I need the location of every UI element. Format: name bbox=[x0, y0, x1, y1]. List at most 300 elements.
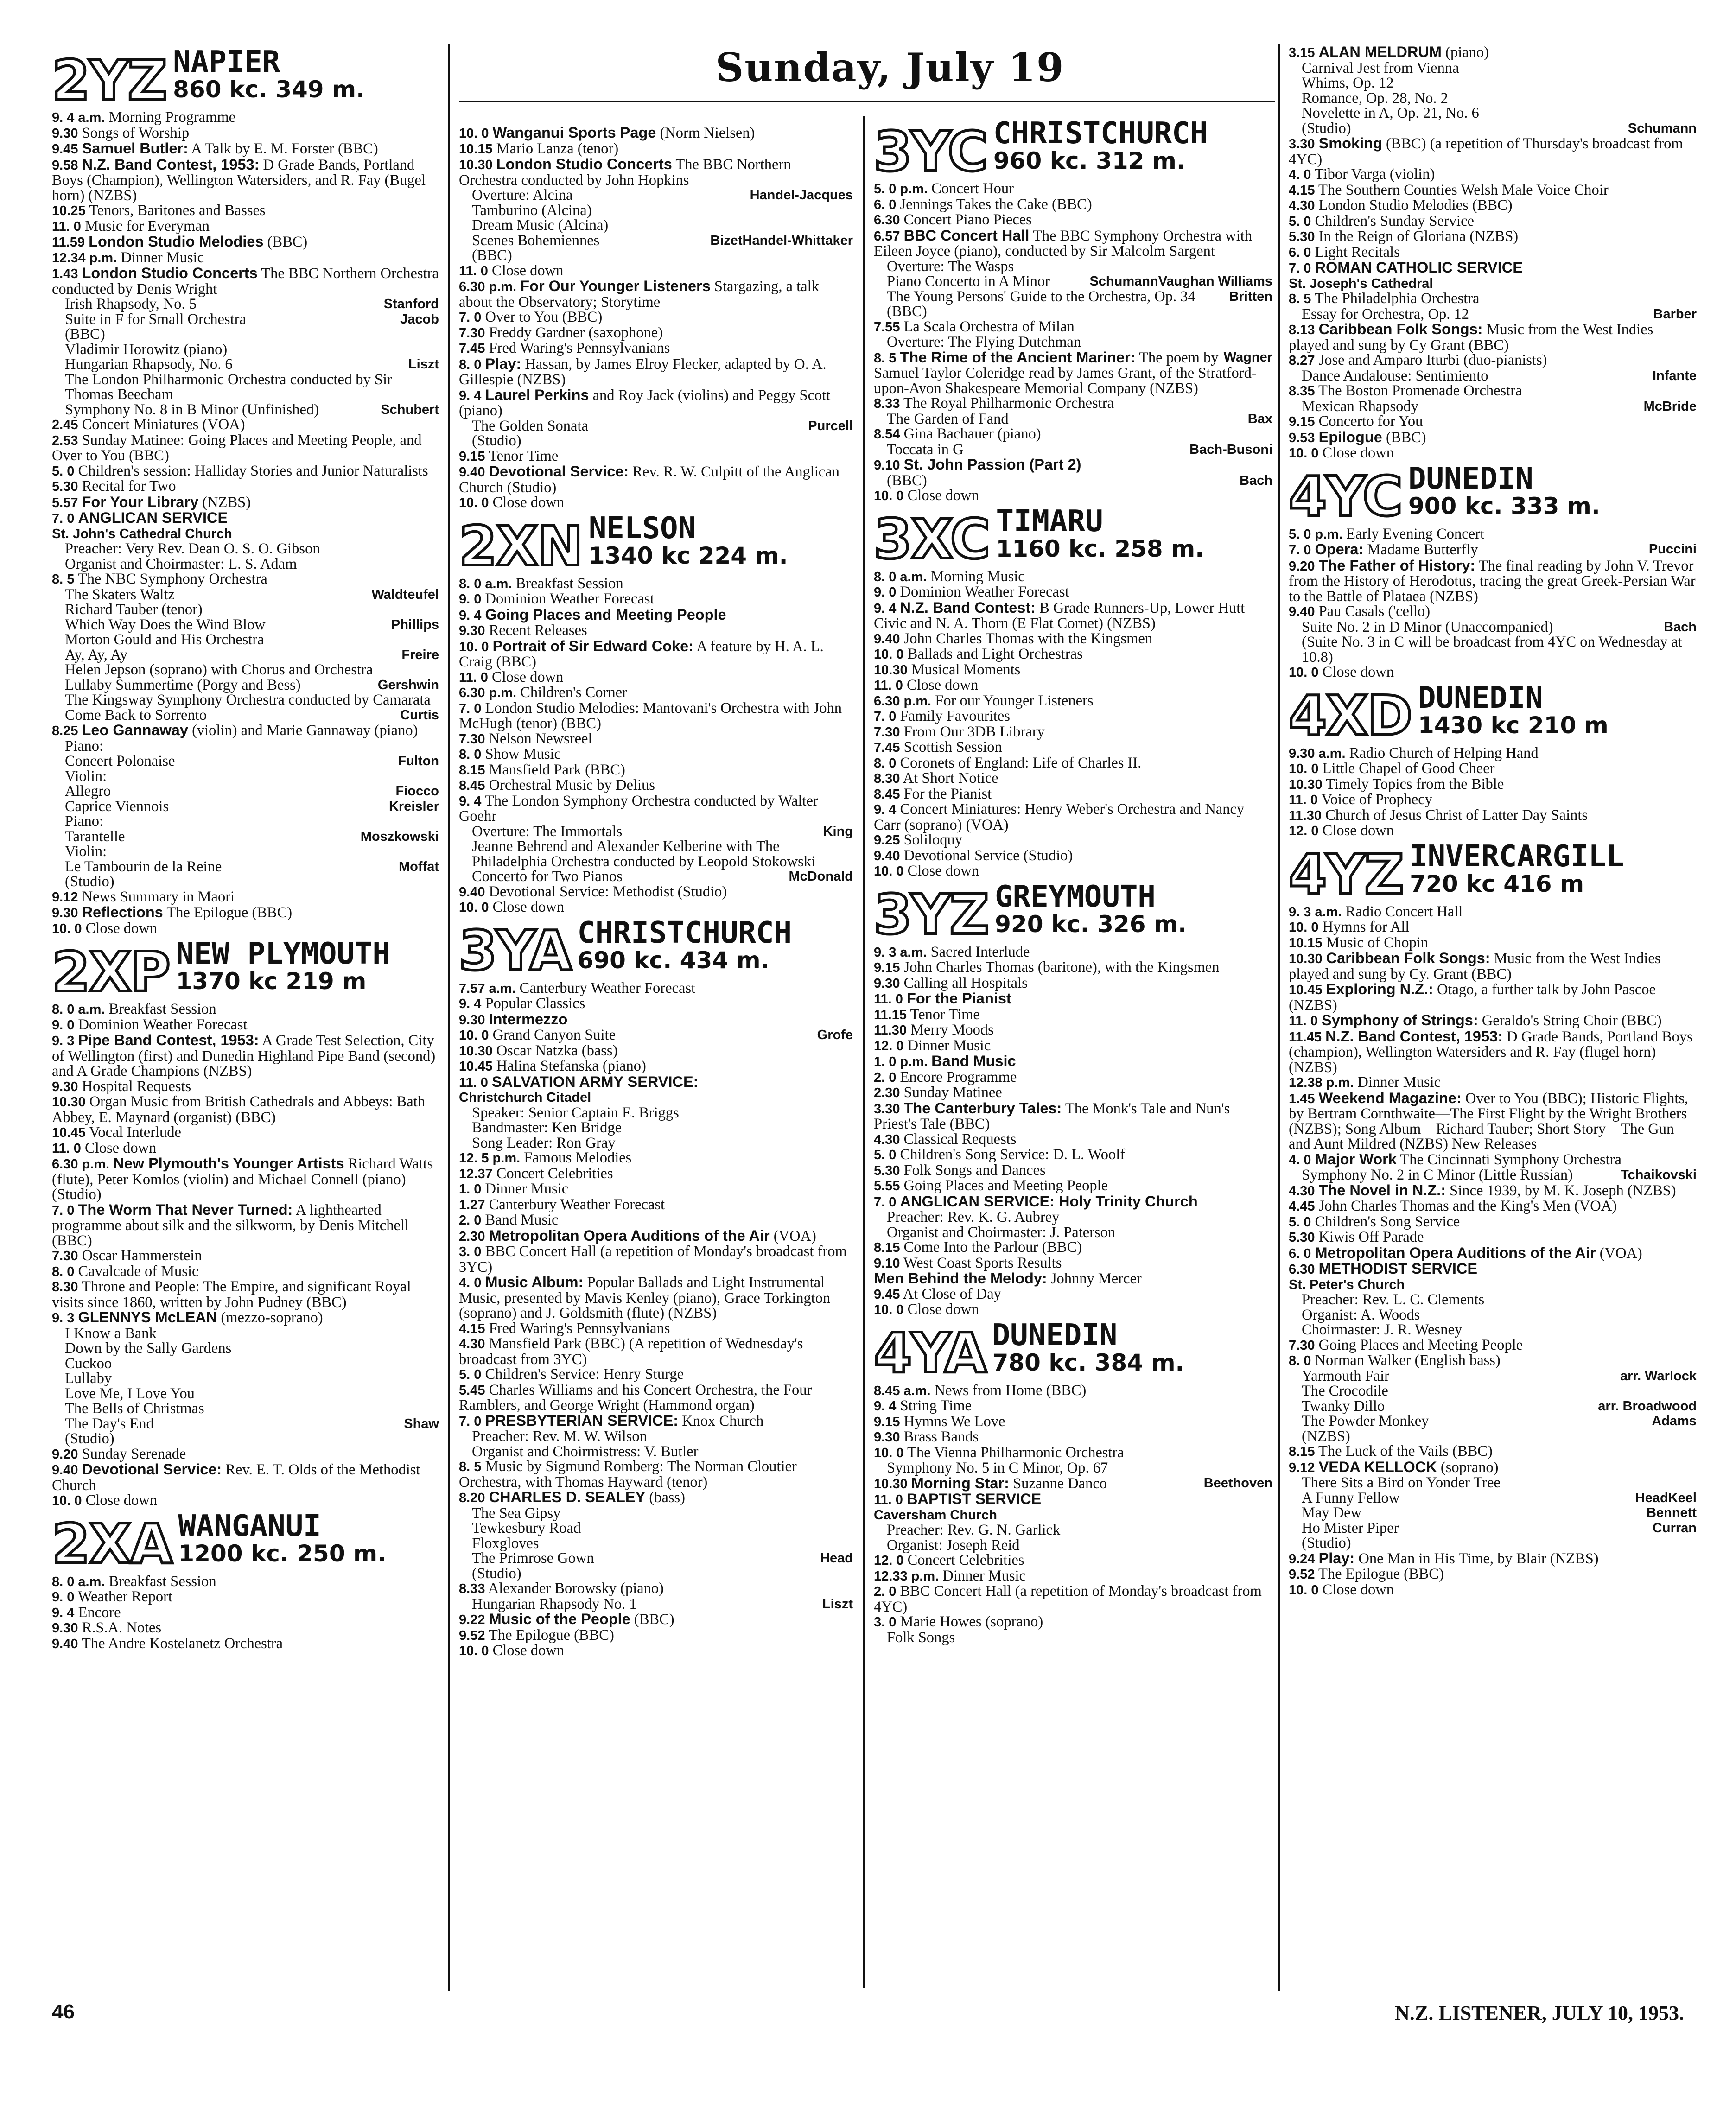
entry-time: 9.40 bbox=[52, 1463, 78, 1478]
detail-text: Richard Tauber (tenor) bbox=[65, 601, 203, 618]
programme-entry bbox=[52, 1002, 439, 1017]
programme-entry bbox=[874, 771, 1272, 787]
entry-time: 11. 0 bbox=[459, 263, 488, 279]
entry-subheading: St. Peter's Church bbox=[1289, 1277, 1405, 1292]
programme-entry bbox=[1289, 414, 1697, 430]
entry-text: and Roy Jack (violins) and Peggy Scott (piano) bbox=[459, 387, 831, 419]
column-3 bbox=[874, 116, 1272, 2076]
programme-entry bbox=[459, 1181, 853, 1197]
programme-entry bbox=[52, 1264, 439, 1280]
entry-text: Mansfield Park (BBC) bbox=[489, 761, 625, 778]
detail-text: (Suite No. 3 in C will be broadcast from 4YC on Wednesday at 10.8) bbox=[1302, 634, 1682, 666]
programme-entry bbox=[52, 889, 439, 905]
detail-composer: Phillips bbox=[391, 617, 439, 632]
station-header bbox=[459, 511, 853, 578]
detail-text: Ay, Ay, Ay bbox=[65, 646, 127, 663]
programme-entry bbox=[874, 647, 1272, 662]
entry-time: 7.45 bbox=[874, 740, 900, 755]
programme-entry bbox=[52, 495, 439, 511]
entry-text: West Coast Sports Results bbox=[903, 1254, 1062, 1271]
entry-heading: London Studio Concerts bbox=[496, 156, 672, 172]
entry-time: 9.53 bbox=[1289, 430, 1315, 445]
entry-text: Sunday Serenade bbox=[82, 1445, 186, 1462]
entry-text: Concert Hour bbox=[931, 180, 1014, 197]
programme-entry bbox=[459, 1212, 853, 1228]
entry-composer: Grofe bbox=[817, 1028, 853, 1042]
entry-text: Dinner Music bbox=[942, 1567, 1026, 1584]
programme-entry bbox=[874, 181, 1272, 197]
entry-text: Devotional Service: Methodist (Studio) bbox=[489, 883, 727, 900]
entry-text: Mario Lanza (tenor) bbox=[496, 140, 619, 157]
entry-text: Hymns for All bbox=[1322, 919, 1410, 935]
entry-text: Organ Music from British Cathedrals and Abbeys: Bath Abbey, E. Maynard (organist) (BBC) bbox=[52, 1093, 425, 1126]
entry-detail-line bbox=[1289, 91, 1697, 106]
entry-detail-line bbox=[1289, 1322, 1697, 1338]
entry-text: Music from the West Indies played and sung by Cy. Grant (BBC) bbox=[1289, 950, 1661, 983]
entry-heading: Morning Star: bbox=[911, 1474, 1009, 1492]
detail-text: Lullaby Summertime (Porgy and Bess) bbox=[65, 676, 301, 693]
programme-entry bbox=[874, 1287, 1272, 1302]
entry-text: Tenors, Baritones and Basses bbox=[89, 202, 266, 219]
programme-entry bbox=[874, 584, 1272, 600]
entry-time: 7. 0 bbox=[459, 1414, 482, 1429]
station-info bbox=[1410, 839, 1624, 901]
entry-time: 9.30 bbox=[52, 1079, 78, 1094]
entry-subheading: Christchurch Citadel bbox=[459, 1090, 591, 1105]
programme-entry bbox=[874, 1568, 1272, 1584]
entry-detail-line bbox=[52, 297, 439, 312]
station-frequency: 780 kc. 384 m. bbox=[992, 1349, 1184, 1376]
entry-detail-line bbox=[52, 739, 439, 754]
detail-text: Ho Mister Piper bbox=[1302, 1519, 1399, 1536]
entry-text: La Scala Orchestra of Milan bbox=[903, 318, 1075, 335]
programme-entry bbox=[52, 1605, 439, 1621]
entry-time: 7. 0 bbox=[1289, 543, 1311, 558]
entry-text: The Epilogue (BBC) bbox=[166, 904, 293, 921]
programme-entry bbox=[874, 319, 1272, 335]
programme-entry bbox=[459, 1367, 853, 1383]
entry-time: 1.45 bbox=[1289, 1091, 1315, 1106]
programme-entry bbox=[874, 1147, 1272, 1163]
station-frequency: 860 kc. 349 m. bbox=[173, 76, 365, 103]
programme-entry bbox=[874, 1414, 1272, 1430]
entry-text: D Grade Bands, Portland Boys (Champion), Wellington Watersiders, and R. Fay (Bugel horn) (NZBS) bbox=[52, 156, 426, 204]
programme-entry bbox=[459, 1383, 853, 1413]
programme-entry bbox=[1289, 44, 1697, 61]
detail-text: Overture: Alcina bbox=[472, 187, 573, 203]
entry-time: 9.30 bbox=[874, 1430, 900, 1445]
entry-heading: The Canterbury Tales: bbox=[903, 1099, 1062, 1117]
entry-subheading: St. Joseph's Cathedral bbox=[1289, 276, 1433, 291]
station-info bbox=[588, 511, 788, 572]
programme-entry bbox=[1289, 214, 1697, 229]
entry-time: 10. 0 bbox=[52, 921, 82, 936]
programme-entry bbox=[52, 203, 439, 219]
entry-time: 10. 0 bbox=[52, 1493, 82, 1508]
programme-entry bbox=[52, 266, 439, 297]
detail-composer: Handel-Jacques bbox=[750, 188, 853, 203]
entry-time: 10.30 bbox=[1289, 952, 1323, 966]
entry-time: 8.54 bbox=[874, 427, 900, 442]
entry-heading: CHARLES D. SEALEY bbox=[489, 1489, 646, 1505]
entry-time: 8.30 bbox=[52, 1280, 78, 1295]
programme-entry bbox=[52, 1574, 439, 1590]
entry-text: Concerto for You bbox=[1318, 413, 1423, 430]
detail-text: There Sits a Bird on Yonder Tree bbox=[1302, 1474, 1501, 1491]
entry-text: Ballads and Light Orchestras bbox=[907, 646, 1083, 662]
programme-entry bbox=[874, 1553, 1272, 1568]
programme-entry bbox=[874, 457, 1272, 473]
entry-text: Light Recitals bbox=[1315, 243, 1400, 260]
entry-text: Otago, a further talk by John Pascoe (NZBS) bbox=[1289, 981, 1656, 1014]
entry-text: (BBC) bbox=[634, 1611, 674, 1628]
entry-text: Encore bbox=[78, 1604, 121, 1621]
programme-entry bbox=[52, 1310, 439, 1326]
entry-text: Show Music bbox=[485, 746, 561, 762]
entry-text: Soliloquy bbox=[903, 832, 962, 848]
programme-entry bbox=[1289, 1214, 1697, 1230]
programme-entry bbox=[1289, 198, 1697, 214]
station-city: WANGANUI bbox=[178, 1509, 321, 1543]
programme-entry bbox=[459, 685, 853, 701]
programme-entry bbox=[52, 433, 439, 463]
entry-time: 12. 0 bbox=[874, 1038, 904, 1054]
detail-composer: Moffat bbox=[399, 859, 439, 874]
entry-text: Hymns We Love bbox=[903, 1413, 1005, 1430]
entry-text: Folk Songs and Dances bbox=[903, 1162, 1046, 1179]
detail-composer: Adams bbox=[1652, 1414, 1697, 1428]
entry-time: 5. 0 bbox=[874, 1148, 897, 1162]
entry-text: The Epilogue (BBC) bbox=[1318, 1566, 1444, 1582]
entry-time: 10. 0 bbox=[459, 495, 489, 510]
entry-time: 7.30 bbox=[459, 731, 485, 747]
entry-detail-line bbox=[52, 874, 439, 889]
entry-text: The BBC Northern Orchestra conducted by Denis Wright bbox=[52, 265, 439, 298]
programme-entry bbox=[52, 723, 439, 739]
detail-text: (BBC) bbox=[887, 472, 927, 489]
entry-text: Recital for Two bbox=[82, 478, 176, 495]
entry-text: Close down bbox=[492, 1642, 564, 1659]
detail-text: Organist and Choirmaster: L. S. Adam bbox=[65, 555, 297, 572]
detail-text: Scenes Bohemiennes bbox=[472, 232, 600, 249]
entry-heading: ANGLICAN SERVICE bbox=[78, 509, 228, 526]
detail-text: Preacher: Rev. K. G. Aubrey bbox=[887, 1209, 1060, 1225]
station-call-sign: 4XD bbox=[1289, 684, 1412, 748]
programme-entry bbox=[874, 709, 1272, 724]
programme-entry bbox=[1289, 604, 1697, 620]
entry-detail-line bbox=[1289, 635, 1697, 665]
detail-composer: Fulton bbox=[398, 754, 439, 768]
programme-entry bbox=[459, 731, 853, 747]
entry-time: 10.45 bbox=[459, 1059, 493, 1074]
programme-entry bbox=[874, 1445, 1272, 1461]
programme-entry bbox=[459, 701, 853, 731]
entry-time: 11. 0 bbox=[52, 1141, 81, 1156]
column-1 bbox=[52, 44, 439, 2005]
entry-time: 3.30 bbox=[874, 1101, 900, 1117]
detail-text: Preacher: Very Rev. Dean O. S. O. Gibson bbox=[65, 540, 320, 557]
detail-composer: Tchaikovski bbox=[1621, 1168, 1697, 1182]
entry-text: Vocal Interlude bbox=[89, 1124, 181, 1141]
programme-entry bbox=[52, 157, 439, 203]
entry-text: R.S.A. Notes bbox=[82, 1619, 162, 1636]
station-info bbox=[176, 939, 390, 998]
detail-text: Concert Polonaise bbox=[65, 753, 175, 769]
entry-time: 9.40 bbox=[52, 1636, 78, 1651]
entry-text: Recent Releases bbox=[489, 622, 587, 639]
detail-composer: Bennett bbox=[1647, 1505, 1697, 1520]
station-frequency: 1200 kc. 250 m. bbox=[178, 1540, 387, 1567]
entry-detail-line bbox=[52, 769, 439, 784]
programme-entry bbox=[52, 921, 439, 937]
programme-entry bbox=[459, 1628, 853, 1644]
entry-time: 9.25 bbox=[874, 833, 900, 848]
entry-time: 5.30 bbox=[874, 1163, 900, 1178]
detail-text: (BBC) bbox=[887, 303, 927, 320]
programme-entry bbox=[874, 631, 1272, 647]
programme-entry bbox=[1289, 136, 1697, 167]
entry-time: 4.15 bbox=[459, 1321, 485, 1336]
entry-detail-line bbox=[1289, 368, 1697, 384]
entry-time: 11.15 bbox=[874, 1007, 907, 1022]
programme-entry bbox=[1289, 935, 1697, 951]
programme-entry bbox=[874, 1256, 1272, 1271]
entry-text: Over to You (BBC) bbox=[485, 309, 603, 325]
entry-text: Radio Concert Hall bbox=[1345, 903, 1463, 920]
column-rule bbox=[1278, 44, 1280, 1991]
programme-entry bbox=[1289, 353, 1697, 368]
entry-time: 8. 5 bbox=[874, 350, 897, 366]
station-header bbox=[52, 45, 439, 112]
entry-text: Suzanne Danco bbox=[1013, 1475, 1107, 1492]
entry-text: Sunday Matinee bbox=[903, 1084, 1002, 1101]
entry-time: 11. 0 bbox=[459, 1075, 488, 1090]
entry-time: 9. 4 bbox=[874, 802, 897, 817]
entry-heading: Metropolitan Opera Auditions of the Air bbox=[1315, 1244, 1596, 1261]
entry-text: News from Home (BBC) bbox=[934, 1382, 1087, 1399]
entry-text: Stargazing, a talk about the Observatory; Storytime bbox=[459, 278, 819, 311]
entry-detail-line bbox=[459, 1536, 853, 1551]
entry-time: 10. 0 bbox=[459, 1644, 489, 1658]
entry-heading: Pipe Band Contest, 1953: bbox=[78, 1032, 259, 1048]
programme-entry bbox=[1289, 245, 1697, 260]
entry-detail-line bbox=[459, 1120, 853, 1136]
entry-heading: Smoking bbox=[1318, 135, 1382, 152]
detail-composer: Bizet bbox=[710, 233, 743, 248]
entry-time: 7. 0 bbox=[874, 709, 897, 724]
entry-time: 10. 0 bbox=[1289, 920, 1319, 935]
entry-detail-line bbox=[1289, 1536, 1697, 1551]
entry-time: 2. 0 bbox=[874, 1584, 897, 1599]
detail-composer: Fiocco bbox=[395, 784, 439, 799]
entry-time: 3. 0 bbox=[874, 1615, 897, 1630]
detail-composer: Bach bbox=[1664, 619, 1697, 635]
entry-detail-line bbox=[52, 1326, 439, 1341]
entry-text: (Norm Nielsen) bbox=[660, 125, 755, 141]
detail-text: Suite No. 2 in D Minor (Unaccompanied) bbox=[1302, 618, 1553, 635]
entry-text: Marie Howes (soprano) bbox=[900, 1613, 1043, 1630]
entry-time: 7.30 bbox=[1289, 1338, 1315, 1353]
programme-entry bbox=[52, 1094, 439, 1125]
page-footer: N.Z. LISTENER, JULY 10, 1953. bbox=[1395, 2002, 1684, 2025]
entry-text: From Our 3DB Library bbox=[903, 723, 1045, 740]
entry-time: 7. 0 bbox=[459, 310, 482, 325]
entry-detail-line bbox=[52, 844, 439, 859]
entry-detail-line bbox=[52, 1401, 439, 1416]
programme-entry bbox=[1289, 322, 1697, 353]
entry-detail-line bbox=[1289, 1168, 1697, 1183]
entry-heading: Samuel Butler: bbox=[82, 140, 188, 157]
entry-heading: ANGLICAN SERVICE: Holy Trinity Church bbox=[900, 1193, 1198, 1210]
station-call-sign: 2XP bbox=[52, 939, 170, 1004]
programme-entry bbox=[874, 426, 1272, 442]
programme-entry bbox=[1289, 904, 1697, 920]
entry-heading: The Novel in N.Z.: bbox=[1318, 1181, 1446, 1199]
programme-entry bbox=[1289, 665, 1697, 680]
detail-text: May Dew bbox=[1302, 1504, 1362, 1521]
programme-entry bbox=[1289, 1013, 1697, 1029]
entry-time: 9. 0 bbox=[874, 585, 897, 600]
column-rule bbox=[448, 44, 450, 1991]
entry-text: For our Younger Listeners bbox=[935, 692, 1094, 709]
programme-entry bbox=[874, 976, 1272, 991]
programme-entry bbox=[874, 1178, 1272, 1194]
entry-time: 5. 0 p.m. bbox=[874, 182, 928, 197]
column-4 bbox=[1289, 44, 1697, 2005]
detail-text: The Kingsway Symphony Orchestra conducted by Camarata bbox=[65, 692, 431, 708]
programme-entry bbox=[1289, 1029, 1697, 1075]
entry-time: 7.55 bbox=[874, 319, 900, 335]
programme-entry bbox=[874, 1163, 1272, 1179]
entry-time: 5. 0 bbox=[1289, 214, 1311, 229]
station-frequency: 720 kc 416 m bbox=[1410, 870, 1584, 897]
detail-text: (BBC) bbox=[65, 326, 105, 343]
entry-time: 12. 5 p.m. bbox=[459, 1151, 521, 1166]
entry-text: Cavalcade of Music bbox=[78, 1263, 199, 1280]
entry-heading: BBC Concert Hall bbox=[903, 227, 1030, 244]
station-city: CHRISTCHURCH bbox=[993, 116, 1208, 151]
entry-heading: Reflections bbox=[82, 904, 163, 920]
entry-time: 9. 4 bbox=[874, 601, 897, 616]
programme-entry bbox=[52, 510, 439, 527]
detail-text: Organist and Choirmaster: J. Paterson bbox=[887, 1224, 1116, 1241]
programme-entry bbox=[1289, 542, 1697, 558]
programme-entry bbox=[874, 1194, 1272, 1210]
entry-detail-line bbox=[459, 839, 853, 869]
programme-entry bbox=[1289, 167, 1697, 183]
detail-text: Love Me, I Love You bbox=[65, 1385, 195, 1402]
programme-entry bbox=[459, 1228, 853, 1244]
entry-detail-line bbox=[1289, 1505, 1697, 1521]
entry-time: 9. 4 bbox=[459, 793, 482, 809]
detail-text: Floxgloves bbox=[472, 1535, 539, 1552]
entry-text: Hassan, by James Elroy Flecker, adapted by O. A. Gillespie (NZBS) bbox=[459, 355, 827, 388]
entry-time: 8.25 bbox=[52, 724, 78, 738]
programme-entry bbox=[1289, 1261, 1697, 1277]
detail-text: Lullaby bbox=[65, 1370, 112, 1387]
detail-text: Tewkesbury Road bbox=[472, 1520, 581, 1536]
station-call-sign: 3YA bbox=[459, 919, 571, 983]
programme-entry bbox=[874, 1398, 1272, 1414]
station-header bbox=[874, 116, 1272, 184]
entry-time: 9.45 bbox=[874, 1287, 900, 1302]
entry-time: 9.20 bbox=[1289, 559, 1315, 574]
entry-time: 6. 0 bbox=[1289, 245, 1311, 260]
station-frequency: 960 kc. 312 m. bbox=[993, 147, 1185, 174]
entry-text: Dinner Music bbox=[907, 1037, 991, 1054]
entry-text: Dominion Weather Forecast bbox=[900, 584, 1069, 600]
entry-time: 8. 5 bbox=[459, 1460, 482, 1474]
programme-entry bbox=[874, 740, 1272, 755]
detail-text: Le Tambourin de la Reine bbox=[65, 858, 222, 875]
programme-entry bbox=[874, 396, 1272, 412]
station-frequency: 920 kc. 326 m. bbox=[995, 910, 1187, 938]
entry-detail-line bbox=[52, 372, 439, 402]
station-city: DUNEDIN bbox=[1418, 680, 1543, 715]
programme-entry bbox=[459, 157, 853, 188]
station-block bbox=[874, 879, 1272, 1318]
programme-entry bbox=[459, 356, 853, 387]
programme-entry bbox=[874, 678, 1272, 693]
entry-time: 7. 0 bbox=[874, 1194, 897, 1210]
station-city: GREYMOUTH bbox=[995, 879, 1156, 914]
programme-entry bbox=[52, 1156, 439, 1202]
entry-text: Jennings Takes the Cake (BBC) bbox=[900, 196, 1092, 213]
entry-detail-line bbox=[1289, 76, 1697, 91]
programme-entry bbox=[52, 479, 439, 495]
programme-entry bbox=[1289, 291, 1697, 307]
programme-entry bbox=[1289, 1075, 1697, 1091]
entry-heading: Opera: bbox=[1315, 541, 1364, 558]
entry-time: 8.45 a.m. bbox=[874, 1383, 931, 1398]
programme-entry bbox=[1289, 1582, 1697, 1598]
station-frequency: 1160 kc. 258 m. bbox=[996, 535, 1204, 562]
detail-text: Folk Songs bbox=[887, 1629, 955, 1646]
entry-detail-line bbox=[52, 814, 439, 829]
programme-entry bbox=[1289, 1551, 1697, 1567]
detail-composer: Head bbox=[1635, 1490, 1668, 1505]
entry-text: Johnny Mercer bbox=[1050, 1270, 1142, 1287]
entry-heading: Leo Gannaway bbox=[82, 722, 188, 738]
entry-time: 8.20 bbox=[459, 1491, 485, 1505]
programme-entry bbox=[1289, 792, 1697, 808]
detail-composer: Bax bbox=[1247, 411, 1272, 426]
entry-detail-line bbox=[459, 1506, 853, 1521]
entry-heading: Devotional Service: bbox=[489, 463, 629, 480]
station-block bbox=[1289, 461, 1697, 680]
entry-text: The NBC Symphony Orchestra bbox=[77, 571, 267, 587]
entry-time: 9.40 bbox=[459, 884, 485, 900]
entry-time: 8. 0 a.m. bbox=[459, 576, 512, 591]
programme-entry bbox=[459, 1612, 853, 1628]
detail-text: (Studio) bbox=[1302, 1535, 1351, 1551]
detail-text: Piano: bbox=[65, 813, 104, 830]
entry-text: Morning Music bbox=[930, 568, 1025, 585]
programme-entry bbox=[459, 1336, 853, 1367]
entry-text: Children's Corner bbox=[520, 684, 627, 701]
station-block bbox=[459, 915, 853, 1659]
entry-time: 10. 0 bbox=[874, 1445, 904, 1460]
entry-heading: For Our Younger Listeners bbox=[520, 278, 711, 294]
station-frequency: 1370 kc 219 m bbox=[176, 968, 367, 995]
entry-text: Dinner Music bbox=[485, 1181, 569, 1197]
entry-text: Children's session: Halliday Stories and Junior Naturalists bbox=[78, 462, 428, 479]
entry-heading: New Plymouth's Younger Artists bbox=[113, 1155, 344, 1172]
entry-time: 9.40 bbox=[874, 848, 900, 863]
detail-text: Preacher: Rev. L. C. Clements bbox=[1302, 1291, 1485, 1308]
entry-detail-line bbox=[52, 632, 439, 647]
column-2 bbox=[459, 125, 853, 2086]
